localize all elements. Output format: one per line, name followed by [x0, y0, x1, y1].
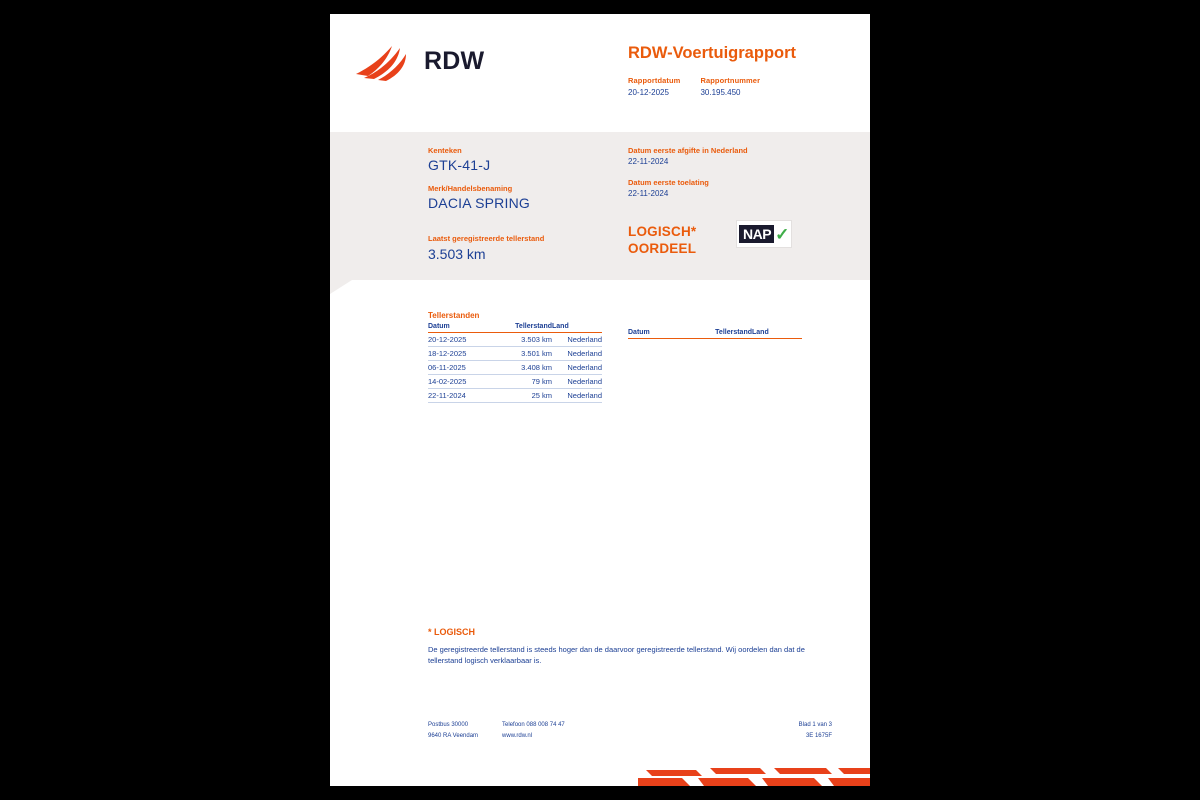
footer-form-code: 3E 1675F [805, 733, 832, 740]
report-number-block [700, 76, 760, 97]
first-admission-label: Datum eerste toelating [628, 178, 709, 187]
report-date-value: 20-12-2025 [628, 88, 669, 97]
column-header-reading: Tellerstand [690, 329, 752, 339]
report-title: RDW-Voertuigrapport [628, 44, 797, 62]
report-meta [628, 76, 780, 97]
footer-page-info [799, 720, 832, 743]
checkmark-icon: ✓ [775, 224, 790, 244]
band-corner-decoration [330, 280, 352, 294]
footnote-title: * LOGISCH [428, 627, 476, 637]
table-header-row [628, 329, 802, 339]
report-number-label: Rapportnummer [700, 76, 761, 85]
verdict-text [628, 224, 696, 258]
table-row [428, 333, 602, 347]
cell-country: Nederland [552, 333, 602, 347]
cell-reading: 3.408 km [490, 361, 552, 375]
document-footer [428, 720, 832, 743]
verdict-line-2: OORDEEL [628, 240, 697, 256]
last-odometer-block [428, 234, 544, 262]
first-issue-nl-value: 22-11-2024 [628, 157, 669, 166]
cell-country: Nederland [552, 361, 602, 375]
odometer-table-continued [628, 329, 802, 339]
license-value: GTK-41-J [428, 157, 491, 173]
footer-website-link[interactable]: www.rdw.nl [502, 733, 533, 740]
odometer-tables-section [330, 311, 870, 403]
document-header [330, 14, 870, 119]
table-row [428, 361, 602, 375]
table-row [428, 375, 602, 389]
first-admission-value: 22-11-2024 [628, 189, 669, 198]
rdw-logo [354, 40, 484, 82]
cell-date: 14-02-2025 [428, 375, 490, 389]
last-odometer-value: 3.503 km [428, 246, 486, 262]
nap-logo [736, 220, 792, 248]
table-row [428, 347, 602, 361]
footnote-body: De geregistreerde tellerstand is steeds hoger dan de daarvoor geregistreerde tellerstand. Wij oordelen dan dat de tellerstand logisch verklaarbaar is. [428, 645, 805, 666]
footer-contact-column [502, 720, 565, 743]
vehicle-summary-band [330, 132, 870, 280]
cell-reading: 25 km [490, 389, 552, 403]
cell-reading: 3.503 km [490, 333, 552, 347]
column-header-country: Land [552, 323, 602, 333]
first-issue-nl-label: Datum eerste afgifte in Nederland [628, 146, 748, 155]
cell-date: 20-12-2025 [428, 333, 490, 347]
footnote-section [428, 627, 828, 667]
footer-address-line-2: 9640 RA Veendam [428, 733, 479, 740]
report-date-block [628, 76, 680, 97]
make-value: DACIA SPRING [428, 195, 530, 211]
report-date-label: Rapportdatum [628, 76, 681, 85]
cell-reading: 79 km [490, 375, 552, 389]
table-header-row [428, 323, 602, 333]
footer-phone: Telefoon 088 008 74 47 [502, 722, 565, 728]
footer-address-column [428, 720, 478, 743]
cell-date: 18-12-2025 [428, 347, 490, 361]
rdw-flame-icon [354, 40, 416, 82]
make-label: Merk/Handelsbenaming [428, 184, 513, 193]
column-header-date: Datum [428, 323, 490, 333]
cell-reading: 3.501 km [490, 347, 552, 361]
cell-date: 22-11-2024 [428, 389, 490, 403]
cell-date: 06-11-2025 [428, 361, 490, 375]
column-header-country: Land [752, 329, 802, 339]
vehicle-identity-block [428, 146, 530, 222]
document-page [330, 14, 870, 786]
license-label: Kenteken [428, 146, 462, 155]
odometer-table-title: Tellerstanden [428, 311, 480, 320]
footer-decorative-stripes [638, 752, 870, 786]
column-header-reading: Tellerstand [490, 323, 552, 333]
cell-country: Nederland [552, 347, 602, 361]
table-row [428, 389, 602, 403]
report-number-value: 30.195.450 [700, 88, 741, 97]
column-header-date: Datum [628, 329, 690, 339]
odometer-table [428, 323, 602, 403]
verdict-line-1: LOGISCH* [628, 224, 697, 239]
footer-address-line-1: Postbus 30000 [428, 722, 469, 728]
vehicle-dates-block [628, 146, 748, 210]
rdw-wordmark: RDW [424, 46, 485, 75]
cell-country: Nederland [552, 375, 602, 389]
cell-country: Nederland [552, 389, 602, 403]
nap-wordmark: NAP [739, 225, 774, 243]
footer-page-number: Blad 1 van 3 [798, 722, 832, 728]
last-odometer-label: Laatst geregistreerde tellerstand [428, 234, 545, 243]
